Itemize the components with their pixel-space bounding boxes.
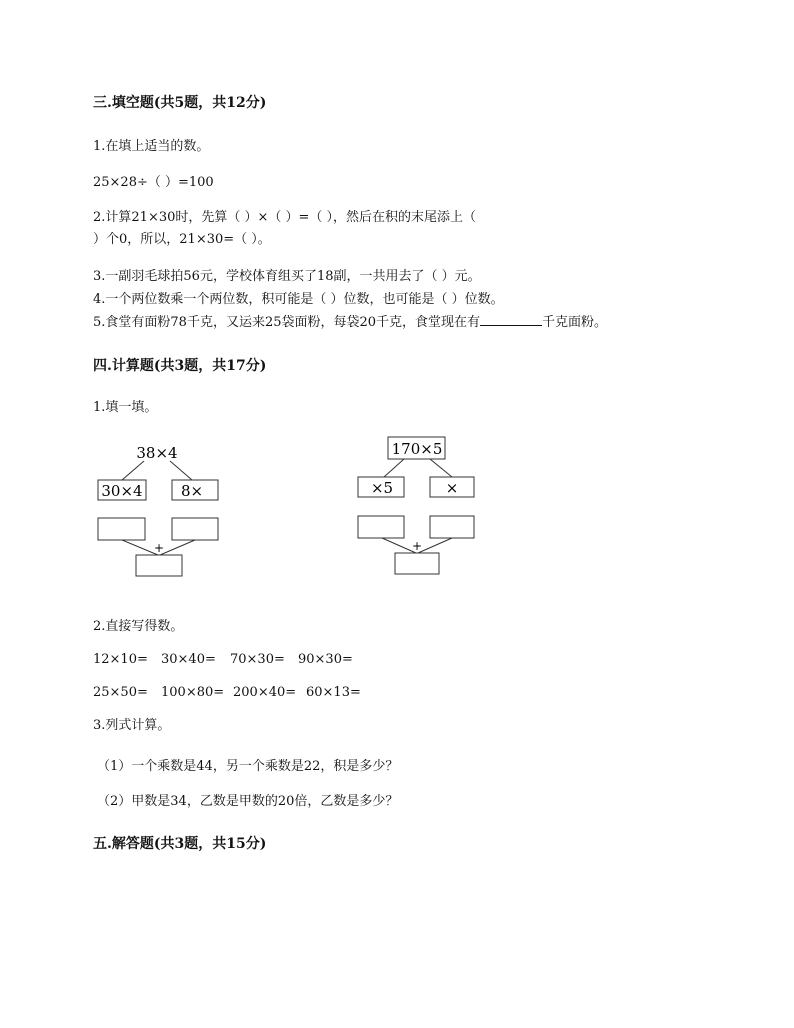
diagram-left-top: 38×4 — [136, 444, 178, 462]
mental-math-item: 90×30= — [298, 652, 353, 667]
q3-2-line2: ）个0，所以，21×30=（ ）。 — [93, 232, 271, 247]
mental-math-item: 200×40= — [233, 685, 297, 700]
diagram-right-plus: + — [411, 539, 423, 553]
split-diagram-left — [92, 438, 232, 580]
split-diagram-right — [352, 434, 482, 578]
mental-math-item: 60×13= — [306, 685, 361, 700]
diagram-right-answer-box-right — [430, 516, 474, 538]
q3-5-text-before: 5.食堂有面粉78千克，又运来25袋面粉，每袋20千克，食堂现在有 — [93, 315, 481, 330]
q3-2-line1: 2.计算21×30时，先算（ ）×（ ）=（ ），然后在积的末尾添上（ — [93, 210, 477, 225]
diagram-left-answer-box-left — [98, 518, 145, 540]
diagram-left-box-right-label: 8× — [180, 482, 204, 500]
section-4-heading: 四.计算题(共3题，共17分) — [93, 358, 267, 374]
mental-math-item: 100×80= — [161, 685, 225, 700]
q3-4: 4.一个两位数乘一个两位数，积可能是（ ）位数，也可能是（ ）位数。 — [93, 292, 504, 307]
q3-1-title: 1.在填上适当的数。 — [93, 139, 210, 154]
mental-math-item: 12×10= — [93, 652, 148, 667]
section-3-heading: 三.填空题(共5题，共12分) — [93, 95, 267, 111]
diagram-right-answer-box-left — [358, 516, 404, 538]
mental-math-row-1 — [93, 651, 353, 669]
answer-blank — [480, 313, 542, 326]
q3-5-text-after: 千克面粉。 — [542, 315, 608, 330]
diagram-right-box-right-label: × — [445, 479, 459, 497]
mental-math-row-2 — [93, 684, 361, 702]
mental-math-item: 25×50= — [93, 685, 148, 700]
diagram-left-plus: + — [153, 541, 165, 555]
diagram-right-top: 170×5 — [391, 440, 443, 458]
q4-2-title: 2.直接写得数。 — [93, 619, 184, 634]
diagram-left-box-left-label: 30×4 — [101, 482, 143, 500]
diagram-right-box-left-label: ×5 — [370, 479, 394, 497]
mental-math-item: 30×40= — [161, 652, 216, 667]
diagram-left-answer-box-right — [172, 518, 218, 540]
diagram-left-sum-box — [136, 555, 182, 576]
q3-1-expression: 25×28÷（ ）=100 — [93, 175, 214, 190]
diagram-right-sum-box — [395, 553, 439, 574]
section-5-heading: 五.解答题(共3题，共15分) — [93, 836, 267, 852]
mental-math-item: 70×30= — [230, 652, 285, 667]
q4-1-title: 1.填一填。 — [93, 400, 158, 415]
q3-3: 3.一副羽毛球拍56元，学校体育组买了18副，一共用去了（ ）元。 — [93, 269, 481, 284]
q4-3-title: 3.列式计算。 — [93, 718, 171, 733]
q4-3-item-2: （2）甲数是34，乙数是甲数的20倍，乙数是多少？ — [97, 794, 399, 809]
q4-3-item-1: （1）一个乘数是44，另一个乘数是22，积是多少？ — [97, 759, 399, 774]
q3-5 — [93, 313, 607, 332]
